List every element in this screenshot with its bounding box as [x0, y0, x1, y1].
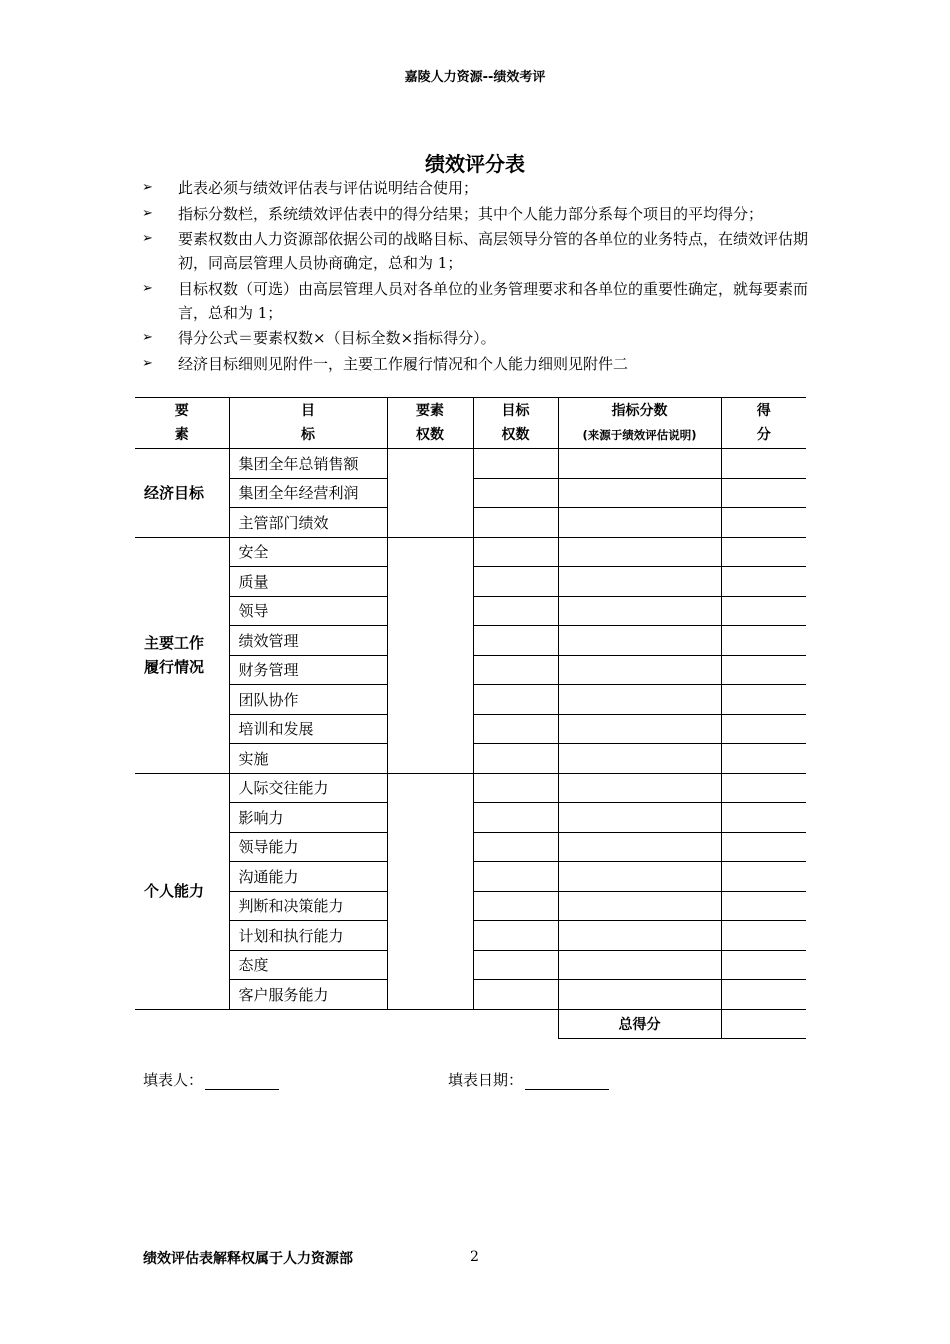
target-weight-cell[interactable] [473, 685, 558, 715]
target-weight-cell[interactable] [473, 626, 558, 656]
score-cell[interactable] [721, 449, 806, 479]
indicator-score-cell[interactable] [558, 449, 721, 479]
category-economic: 经济目标 [135, 449, 229, 538]
score-cell[interactable] [721, 744, 806, 774]
total-row [135, 1009, 806, 1039]
score-cell[interactable] [721, 832, 806, 862]
score-cell[interactable] [721, 803, 806, 833]
indicator-score-cell[interactable] [558, 803, 721, 833]
indicator-score-cell[interactable] [558, 744, 721, 774]
list-item: ➢ 指标分数栏，系统绩效评估表中的得分结果；其中个人能力部分系每个项目的平均得分； [142, 202, 812, 226]
score-cell[interactable] [721, 950, 806, 980]
page-title: 绩效评分表 [425, 152, 525, 176]
arrow-bullet-icon: ➢ [142, 330, 153, 345]
indicator-score-cell[interactable] [558, 626, 721, 656]
target-weight-cell[interactable] [473, 596, 558, 626]
header-target-weight: 目标 权数 [473, 398, 558, 449]
indicator-score-cell[interactable] [558, 832, 721, 862]
indicator-score-cell[interactable] [558, 655, 721, 685]
arrow-bullet-icon: ➢ [142, 205, 153, 221]
table-header-row [135, 398, 806, 449]
header-element-weight: 要素 权数 [387, 398, 473, 449]
indicator-score-cell[interactable] [558, 773, 721, 803]
target-weight-cell[interactable] [473, 508, 558, 538]
header-indicator-score: 指标分数 (来源于绩效评估说明) [558, 398, 721, 449]
score-cell[interactable] [721, 626, 806, 656]
indicator-score-cell[interactable] [558, 537, 721, 567]
score-cell[interactable] [721, 980, 806, 1010]
score-cell[interactable] [721, 891, 806, 921]
target-weight-cell[interactable] [473, 567, 558, 597]
list-item: ➢ 经济目标细则见附件一，主要工作履行情况和个人能力细则见附件二 [142, 352, 812, 376]
target-weight-cell[interactable] [473, 744, 558, 774]
table-row [135, 449, 806, 479]
arrow-bullet-icon: ➢ [142, 355, 153, 371]
table-row [135, 773, 806, 803]
item-label: 主管部门绩效 [229, 508, 387, 538]
score-cell[interactable] [721, 862, 806, 892]
arrow-bullet-icon: ➢ [142, 280, 153, 296]
page-number: 2 [470, 1249, 479, 1265]
target-weight-cell[interactable] [473, 773, 558, 803]
filler-field [143, 1069, 279, 1090]
item-label: 实施 [229, 744, 387, 774]
list-item: ➢ 目标权数（可选）由高层管理人员对各单位的业务管理要求和各单位的重要性确定，就每要素而言，总和为 1； [142, 277, 812, 325]
item-label: 绩效管理 [229, 626, 387, 656]
item-label: 财务管理 [229, 655, 387, 685]
item-label: 集团全年经营利润 [229, 478, 387, 508]
score-cell[interactable] [721, 508, 806, 538]
target-weight-cell[interactable] [473, 832, 558, 862]
filler-input-line[interactable] [205, 1073, 279, 1090]
target-weight-cell[interactable] [473, 980, 558, 1010]
header-score: 得 分 [721, 398, 806, 449]
header-target: 目 标 [229, 398, 387, 449]
item-label: 质量 [229, 567, 387, 597]
page-header: 嘉陵人力资源--绩效考评 [404, 70, 546, 85]
item-label: 沟通能力 [229, 862, 387, 892]
element-weight-cell[interactable] [387, 449, 473, 538]
filler-label: 填表人： [143, 1071, 204, 1089]
category-personal-ability: 个人能力 [135, 773, 229, 1009]
item-label: 培训和发展 [229, 714, 387, 744]
score-cell[interactable] [721, 567, 806, 597]
item-label: 客户服务能力 [229, 980, 387, 1010]
item-label: 计划和执行能力 [229, 921, 387, 951]
header-element: 要 素 [135, 398, 229, 449]
total-score-cell[interactable] [721, 1009, 806, 1039]
score-cell[interactable] [721, 773, 806, 803]
score-table [135, 397, 806, 1039]
footer-note: 绩效评估表解释权属于人力资源部 [143, 1251, 353, 1267]
indicator-score-cell[interactable] [558, 921, 721, 951]
indicator-score-cell[interactable] [558, 685, 721, 715]
target-weight-cell[interactable] [473, 862, 558, 892]
category-work-performance: 主要工作 履行情况 [135, 537, 229, 773]
target-weight-cell[interactable] [473, 950, 558, 980]
target-weight-cell[interactable] [473, 655, 558, 685]
target-weight-cell[interactable] [473, 803, 558, 833]
target-weight-cell[interactable] [473, 478, 558, 508]
item-label: 态度 [229, 950, 387, 980]
item-label: 领导 [229, 596, 387, 626]
item-label: 团队协作 [229, 685, 387, 715]
item-label: 集团全年总销售额 [229, 449, 387, 479]
list-item: ➢ 此表必须与绩效评估表与评估说明结合使用； [142, 176, 812, 200]
date-field [448, 1069, 609, 1090]
item-label: 判断和决策能力 [229, 891, 387, 921]
score-cell[interactable] [721, 478, 806, 508]
target-weight-cell[interactable] [473, 921, 558, 951]
target-weight-cell[interactable] [473, 449, 558, 479]
target-weight-cell[interactable] [473, 714, 558, 744]
target-weight-cell[interactable] [473, 891, 558, 921]
score-cell[interactable] [721, 537, 806, 567]
score-cell[interactable] [721, 655, 806, 685]
indicator-score-cell[interactable] [558, 980, 721, 1010]
item-label: 人际交往能力 [229, 773, 387, 803]
score-cell[interactable] [721, 714, 806, 744]
indicator-score-cell[interactable] [558, 478, 721, 508]
item-label: 领导能力 [229, 832, 387, 862]
indicator-score-cell[interactable] [558, 596, 721, 626]
date-label: 填表日期： [448, 1071, 524, 1089]
score-cell[interactable] [721, 685, 806, 715]
element-weight-cell[interactable] [387, 773, 473, 1009]
item-label: 安全 [229, 537, 387, 567]
indicator-score-cell[interactable] [558, 714, 721, 744]
list-item: ➢ 得分公式＝要素权数×（目标全数×指标得分）。 [142, 326, 812, 350]
arrow-bullet-icon: ➢ [142, 231, 153, 246]
list-item: ➢ 要素权数由人力资源部依据公司的战略目标、高层领导分管的各单位的业务特点，在绩效评估期初，同高层管理人员协商确定，总和为 1； [142, 227, 812, 275]
score-cell[interactable] [721, 596, 806, 626]
date-input-line[interactable] [525, 1073, 609, 1090]
score-cell[interactable] [721, 921, 806, 951]
indicator-score-cell[interactable] [558, 567, 721, 597]
target-weight-cell[interactable] [473, 537, 558, 567]
indicator-score-cell[interactable] [558, 891, 721, 921]
instructions-list [142, 176, 812, 377]
indicator-score-cell[interactable] [558, 862, 721, 892]
element-weight-cell[interactable] [387, 537, 473, 773]
indicator-score-cell[interactable] [558, 950, 721, 980]
indicator-score-cell[interactable] [558, 508, 721, 538]
table-row [135, 537, 806, 567]
item-label: 影响力 [229, 803, 387, 833]
arrow-bullet-icon: ➢ [142, 180, 153, 195]
total-score-label: 总得分 [558, 1009, 721, 1039]
